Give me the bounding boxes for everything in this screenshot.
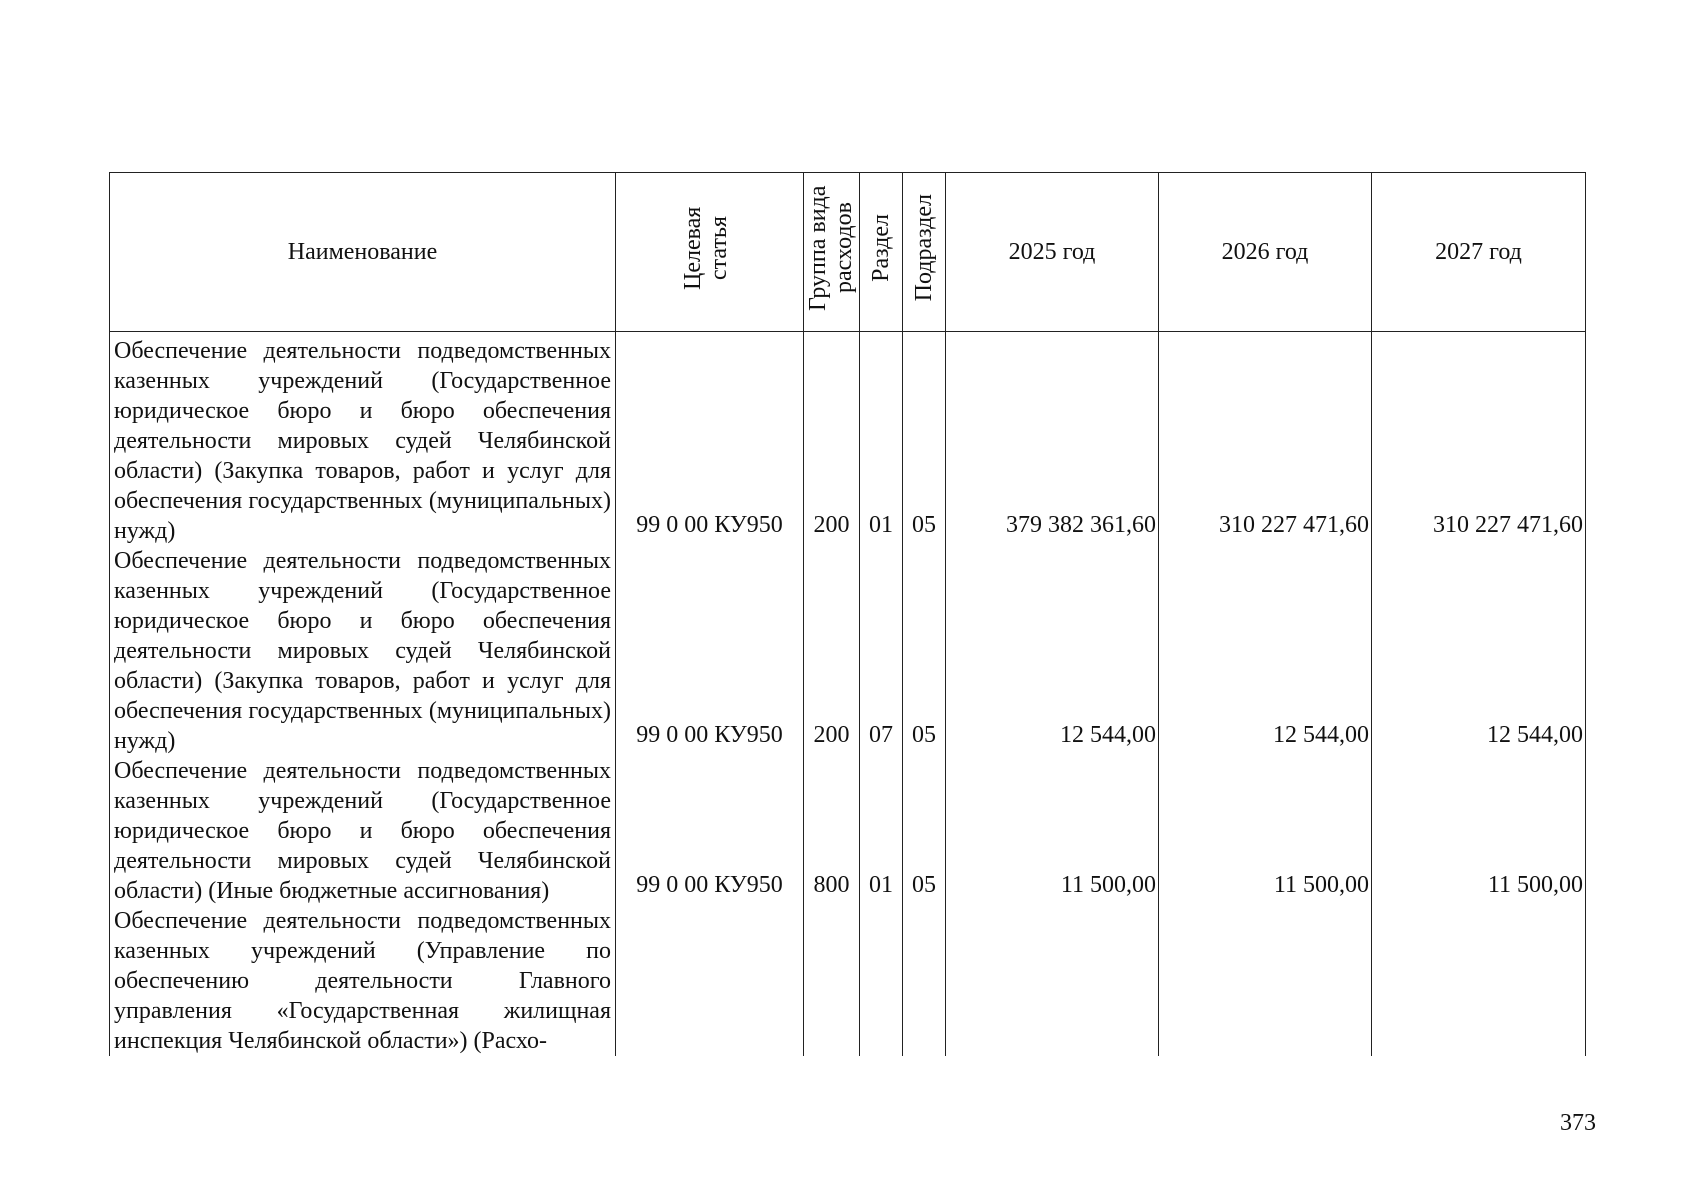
table-row [110, 756, 1586, 906]
row-expense-group: 200 [804, 332, 860, 547]
header-2025: 2025 год [946, 173, 1159, 332]
row-2026: 12 544,00 [1159, 546, 1372, 756]
row-name: Обеспечение деятельности подведомственных казенных учреждений (Государственное юридическое бюро и бюро обеспечения деятельности мировых судей Челябинской области) (Иные бюджетные ассигнования) [110, 756, 616, 906]
header-expense-group: Группа вида расходов [804, 173, 860, 332]
row-subsection: 05 [903, 332, 946, 547]
table-row [110, 906, 1586, 1056]
row-target-article: 99 0 00 КУ950 [616, 756, 804, 906]
header-subsection: Подраздел [903, 173, 946, 332]
row-target-article: 99 0 00 КУ950 [616, 332, 804, 547]
header-2026: 2026 год [1159, 173, 1372, 332]
row-name: Обеспечение деятельности подведомственных казенных учреждений (Государственное юридическое бюро и бюро обеспечения деятельности мировых судей Челябинской области) (Закупка товаров, работ и услуг для обеспечения государственных (муниципальных) нужд) [110, 546, 616, 756]
header-section: Раздел [860, 173, 903, 332]
row-2025: 11 500,00 [946, 756, 1159, 906]
row-expense-group: 200 [804, 546, 860, 756]
row-name: Обеспечение деятельности подведомственных казенных учреждений (Государственное юридическое бюро и бюро обеспечения деятельности мировых судей Челябинской области) (Закупка товаров, работ и услуг для обеспечения государственных (муниципальных) нужд) [110, 332, 616, 547]
row-subsection: 05 [903, 756, 946, 906]
header-target-article: Целевая статья [616, 173, 804, 332]
row-2026: 310 227 471,60 [1159, 332, 1372, 547]
row-target-article: 99 0 00 КУ950 [616, 546, 804, 756]
table-row [110, 546, 1586, 756]
row-2027: 11 500,00 [1372, 756, 1586, 906]
row-section: 01 [860, 756, 903, 906]
row-2025: 12 544,00 [946, 546, 1159, 756]
header-name: Наименование [110, 173, 616, 332]
row-subsection [903, 906, 946, 1056]
row-section: 07 [860, 546, 903, 756]
row-expense-group: 800 [804, 756, 860, 906]
row-2027: 12 544,00 [1372, 546, 1586, 756]
budget-table [109, 172, 1586, 1056]
page-number: 373 [1560, 1110, 1596, 1136]
row-expense-group [804, 906, 860, 1056]
row-2027: 310 227 471,60 [1372, 332, 1586, 547]
row-2025 [946, 906, 1159, 1056]
row-2026 [1159, 906, 1372, 1056]
row-name: Обеспечение деятельности подведомственных казенных учреждений (Управление по обеспечению деятельности Главного управления «Государственная жилищная инспекция Челябинской области») (Расхо- [110, 906, 616, 1056]
row-subsection: 05 [903, 546, 946, 756]
row-2026: 11 500,00 [1159, 756, 1372, 906]
table-row [110, 332, 1586, 547]
row-target-article [616, 906, 804, 1056]
table-header [110, 173, 1586, 332]
row-2025: 379 382 361,60 [946, 332, 1159, 547]
header-2027: 2027 год [1372, 173, 1586, 332]
row-2027 [1372, 906, 1586, 1056]
row-section [860, 906, 903, 1056]
row-section: 01 [860, 332, 903, 547]
